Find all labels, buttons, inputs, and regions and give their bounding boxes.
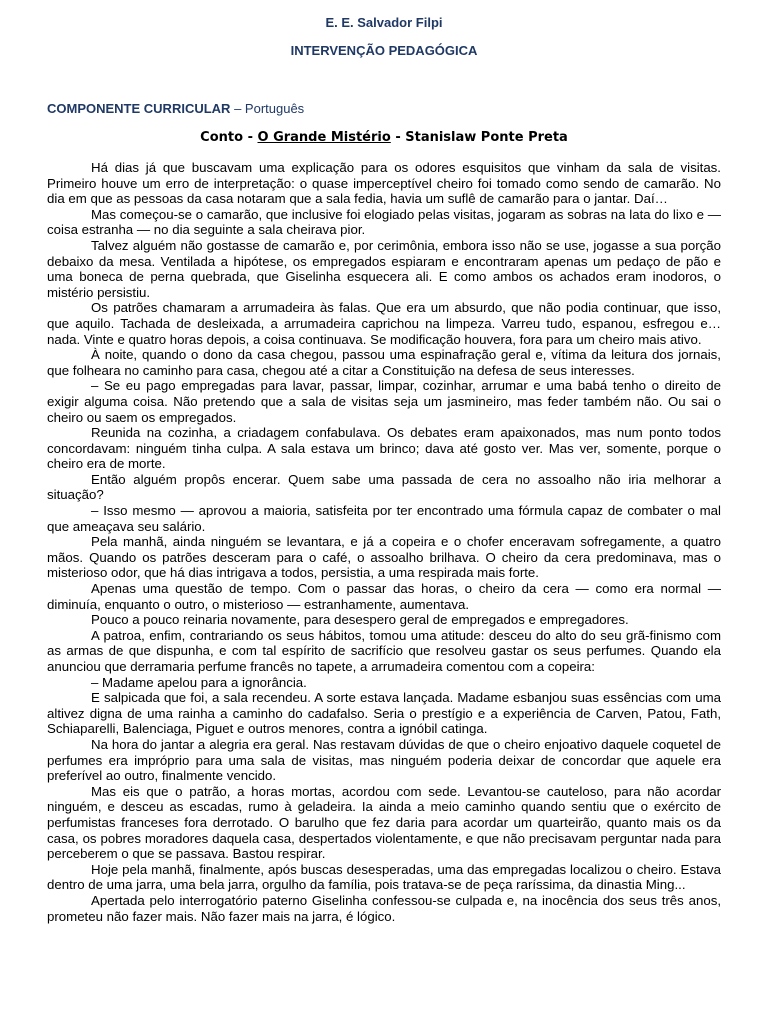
paragraph: Mas eis que o patrão, a horas mortas, acordou com sede. Levantou-se cauteloso, para não acordar ninguém, e desceu as escadas, rumo à geladeira. Ia ainda a meio caminho quando sentiu que o exército de perfumistas franceses fora derrotado. O barulho que fez daria para acordar um quarteirão, quanto mais os da casa, os pobres moradores daquela casa, despertados violentamente, e que não precisavam perguntar nada para perceberem o que se passava. Bastou respirar. bbox=[47, 783, 721, 862]
paragraph: À noite, quando o dono da casa chegou, passou uma espinafração geral e, vítima da leitura dos jornais, que folheara no caminho para casa, chegou até a citar a Constituição na defesa de seus interesses. bbox=[47, 347, 721, 378]
component-label: COMPONENTE CURRICULAR bbox=[47, 101, 231, 116]
paragraph: – Isso mesmo — aprovou a maioria, satisfeita por ter encontrado uma fórmula capaz de combater o mal que ameaçava seu salário. bbox=[47, 503, 721, 534]
story-author: - Stanislaw Ponte Preta bbox=[390, 130, 568, 145]
paragraph: Os patrões chamaram a arrumadeira às falas. Que era um absurdo, que não podia continuar, que isso, que aquilo. Tachada de desleixada, a arrumadeira caprichou na limpeza. Varreu tudo, espanou, esfregou e… nada. Vinte e quatro horas depois, a coisa continuava. Se modificação houvera, fora para um cheiro mais ativo. bbox=[47, 300, 721, 347]
paragraph: A patroa, enfim, contrariando os seus hábitos, tomou uma atitude: desceu do alto do seu grã-finismo com as armas de que dispunha, e com tal espírito de sacrifício que resolveu gastar os seus perfumes. Quando ela anunciou que derramaria perfume francês no tapete, a arrumadeira comentou com a copeira: bbox=[47, 627, 721, 674]
paragraph: Pouco a pouco reinaria novamente, para desespero geral de empregados e empregadores. bbox=[91, 612, 629, 628]
paragraph: Pela manhã, ainda ninguém se levantara, e já a copeira e o chofer enceravam sofregamente, a quatro mãos. Quando os patrões desceram para o café, o assoalho brilhava. O cheiro da cera predominava, mas o misterioso odor, que há dias intrigava a todos, persistia, a uma respirada mais forte. bbox=[47, 534, 721, 581]
paragraph: – Madame apelou para a ignorância. bbox=[91, 674, 307, 690]
paragraph: E salpicada que foi, a sala recendeu. A sorte estava lançada. Madame esbanjou suas essências com uma altivez digna de uma rainha a caminho do cadafalso. Seria o prestígio e a experiência de Carven, Patou, Fath, Schiaparelli, Balenciaga, Piguet e outros menores, contra a ignóbil catinga. bbox=[47, 690, 721, 737]
paragraph: Reunida na cozinha, a criadagem confabulava. Os debates eram apaixonados, mas num ponto todos concordavam: ninguém tinha culpa. A sala estava um brinco; dava até gosto ver. Mas ver, somente, porque o cheiro era de morte. bbox=[47, 425, 721, 472]
curricular-component bbox=[47, 101, 304, 116]
paragraph: Então alguém propôs encerar. Quem sabe uma passada de cera no assoalho não iria melhorar a situação? bbox=[47, 471, 721, 503]
component-value: Português bbox=[244, 101, 305, 116]
story-body bbox=[47, 160, 721, 924]
story-title-line bbox=[0, 130, 768, 145]
paragraph: – Se eu pago empregadas para lavar, passar, limpar, cozinhar, arrumar e uma babá tenho o direito de exigir alguma coisa. Não pretendo que a sala de visitas seja um jasmineiro, mas feder também não. Ou sai o cheiro ou saem os empregados. bbox=[47, 378, 721, 425]
paragraph: Hoje pela manhã, finalmente, após buscas desesperadas, uma das empregadas localizou o cheiro. Estava dentro de uma jarra, uma bela jarra, orgulho da família, pois tratava-se de peça raríssima, da dinastia Ming... bbox=[47, 861, 721, 893]
paragraph: Talvez alguém não gostasse de camarão e, por cerimônia, embora isso não se use, jogasse a sua porção debaixo da mesa. Ventilada a hipótese, os empregados espiaram e encontraram apenas um pedaço de pão e uma boneca de perna quebrada, que Giselinha esquecera ali. E como ambos os achados eram inodoros, o mistério persistiu. bbox=[47, 237, 721, 300]
paragraph: Mas começou-se o camarão, que inclusive foi elogiado pelas visitas, jogaram as sobras na lata do lixo e — coisa estranha — no dia seguinte a sala cheirava pior. bbox=[47, 206, 721, 238]
paragraph: Na hora do jantar a alegria era geral. Nas restavam dúvidas de que o cheiro enjoativo daquele coquetel de perfumes era impróprio para uma sala de visitas, mas ninguém poderia deixar de concordar que aquele era preferível ao outro, finalmente vencido. bbox=[47, 736, 721, 784]
paragraph: Apertada pelo interrogatório paterno Giselinha confessou-se culpada e, na inocência dos seus três anos, prometeu não fazer mais. Não fazer mais na jarra, é lógico. bbox=[47, 892, 721, 924]
school-name: E. E. Salvador Filpi bbox=[325, 15, 443, 30]
paragraph: Apenas uma questão de tempo. Com o passar das horas, o cheiro da cera — como era normal — diminuía, enquanto o outro, o misterioso — estranhamente, aumentava. bbox=[47, 581, 721, 612]
component-separator: – bbox=[230, 101, 245, 116]
story-title: O Grande Mistério bbox=[257, 130, 391, 145]
story-prefix: Conto - bbox=[200, 130, 258, 145]
intervention-heading: INTERVENÇÃO PEDAGÓGICA bbox=[290, 43, 478, 58]
paragraph: Há dias já que buscavam uma explicação para os odores esquisitos que vinham da sala de visitas. Primeiro houve um erro de interpretação: o quase imperceptível cheiro foi tomado como sendo de camarão. No dia em que as pessoas da casa notaram que a sala fedia, havia um suflê de camarão para o jantar. Daí… bbox=[47, 160, 721, 207]
